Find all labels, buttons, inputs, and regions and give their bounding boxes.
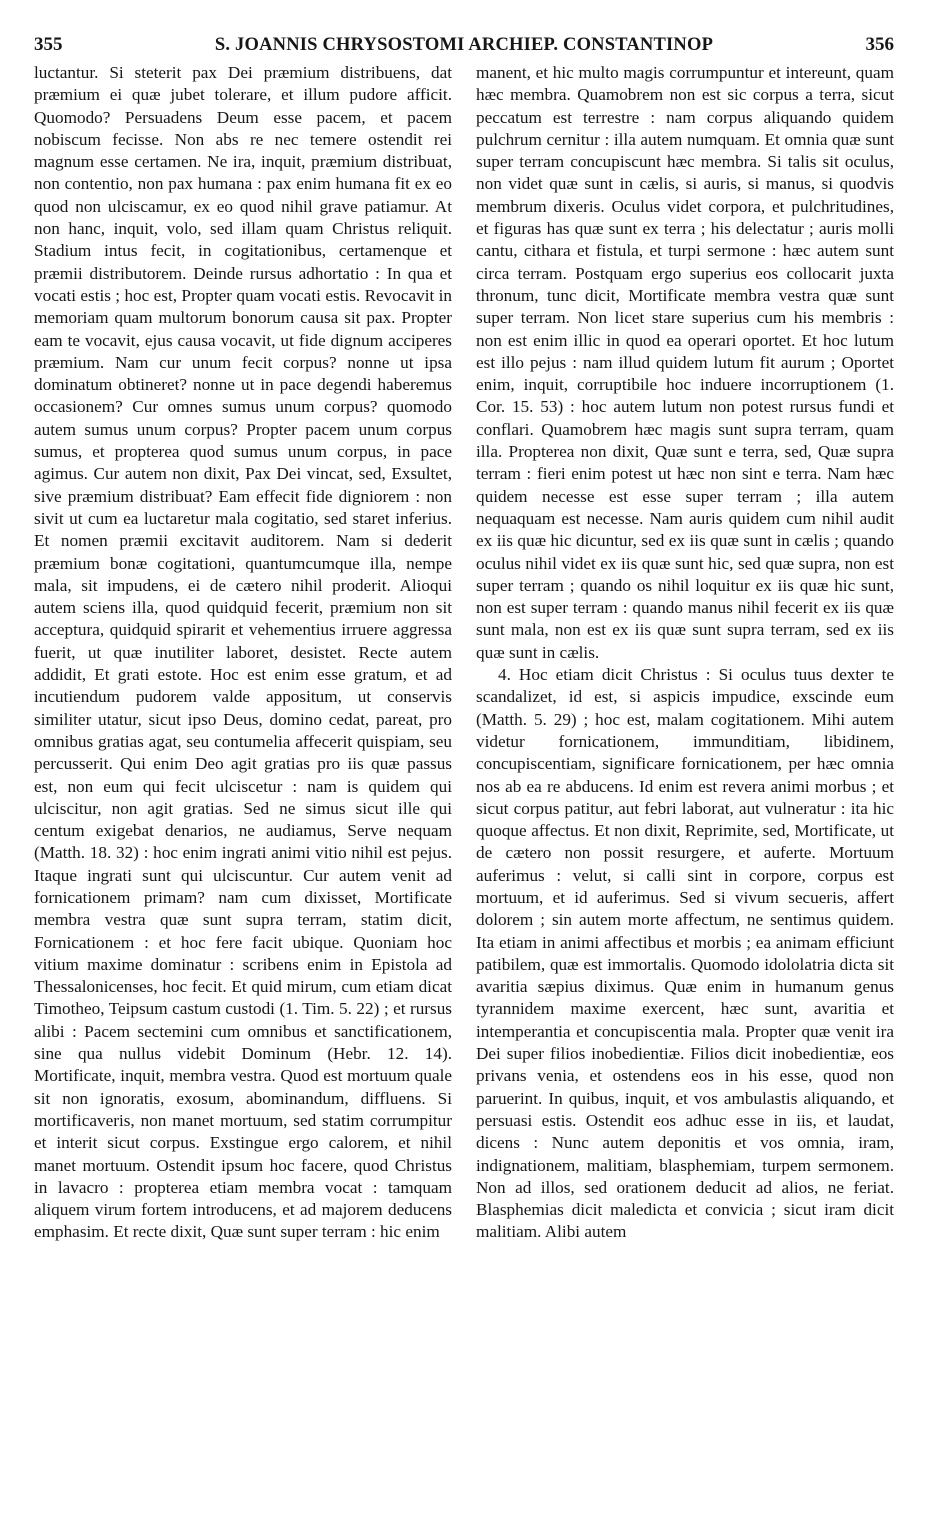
page-header — [34, 34, 894, 64]
right-column — [476, 62, 894, 1532]
page-number-right: 356 — [865, 34, 894, 55]
running-title: S. JOANNIS CHRYSOSTOMI ARCHIEP. CONSTANTINOP — [214, 35, 714, 55]
page-number-left: 355 — [34, 34, 63, 55]
right-paragraph-1: manent, et hic multo magis corrumpuntur et intereunt, quam hæc membra. Quamobrem non est sic corpus a terra, sicut peccatum est terrestre : nam corpus aliquando quidem pulchrum cernitur : illa autem numquam. Et omnia quæ sunt super terram concupiscunt hæc membra. Si talis sit oculus, non videt quæ sunt in cælis, si auris, si manus, si quodvis membrum dixeris. Oculus videt corpora, et pulchritudines, et figuras has quæ sunt ex terra ; his delectatur ; auris molli cantu, cithara et fistula, et turpi sermone : hæc autem sunt circa terram. Postquam ergo superius eos collocarit juxta thronum, tunc dicit, Mortificate membra vestra quæ sunt super terram. Non licet stare superius cum his membris : non est enim illic in quod ea operari oportet. Et hoc lutum est illo pejus : nam illud quidem lutum fit aurum ; Oportet enim, inquit, corruptibile hoc induere incorruptionem (1. Cor. 15. 53) : hoc autem lutum non potest rursus fundi et conflari. Quamobrem hæc magis sunt supra terram, quam illa. Propterea non dixit, Quæ sunt e terra, sed, Quæ supra terram : fieri enim potest ut hæc non sint e terra. Nam hæc quidem necesse est esse super terram ; illa autem nequaquam est necesse. Nam auris quidem cum nihil audit ex iis quæ hic dicuntur, sed ex iis quæ sunt in cælis ; quando oculus nihil videt ex iis quæ sunt hic, sed quæ supra, non est super terram ; quando os nihil loquitur ex iis quæ hic sunt, non est super terram : quando manus nihil fecerit ex iis quæ sunt mala, non est ex iis quæ sunt supra terram, sed ex iis quæ sunt in cælis. — [476, 63, 894, 662]
right-paragraph-2: 4. Hoc etiam dicit Christus : Si oculus tuus dexter te scandalizet, id est, si aspicis impudice, exscinde eum (Matth. 5. 29) ; hoc est, malam cogitationem. Mihi autem videtur fornicationem, immunditiam, libidinem, concupiscentiam, significare fornicationem, per hæc omnia nos ab ea re abducens. Id enim est revera animi morbus ; et sicut corpus patitur, aut febri laborat, aut vulneratur : ita hic quoque affectus. Et non dixit, Reprimite, sed, Mortificate, ut de cætero non possit resurgere, et auferte. Mortuum auferimus : velut, si calli sint in corpore, corpus est mortuum, et id auferimus. Sed si vivum secueris, affert dolorem ; sin autem morte affectum, ne sentimus quidem. Ita etiam in animi affectibus et morbis ; ea animam efficiunt patibilem, quæ est immortalis. Quomodo idololatria dicta sit avaritia sæpius diximus. Quæ enim in humanum genus tyrannidem maxime exercent, hæc sunt, avaritia et intemperantia et concupiscentia mala. Propter quæ venit ira Dei super filios inobedientiæ. Filios dicit inobedientiæ, eos privans venia, et ostendens eos in his esse, quod non paruerint. In quibus, inquit, et vos ambulastis aliquando, et persuasi estis. Ostendit eos adhuc esse in iis, et laudat, dicens : Nunc autem deponitis et vos omnia, iram, indignationem, malitiam, blasphemiam, turpem sermonem. Non ad illos, sed orationem deducit ad alios, ne feriat. Blasphemias dicit maledicta et convicia ; sicut iram dicit malitiam. Alibi autem — [476, 665, 894, 1242]
left-column — [34, 62, 452, 1532]
left-paragraph-1: luctantur. Si steterit pax Dei præmium distribuens, dat præmium ei quæ jubet tolerare, et illum pudore afficit. Quomodo? Persuadens Deum esse pacem, et pacem nobiscum fecisse. Non abs re nec temere ostendit rei magnum esse certamen. Ne ira, inquit, præmium distribuat, non contentio, non pax humana : pax enim humana fit ex eo quod non ulciscamur, ex eo quod nihil grave patiamur. At non hanc, inquit, volo, sed illam quam Christus reliquit. Stadium intus fecit, in cogitationibus, certamenque et præmii distributorem. Deinde rursus adhortatio : In qua et vocati estis ; hoc est, Propter quam vocati estis. Revocavit in memoriam quam multorum bonorum causa sit pax. Propter eam te vocavit, ejus causa vocavit, ut fide dignum acciperes præmium. Nam cur unum fecit corpus? nonne ut ipsa dominatum obtineret? nonne ut in pace degendi haberemus occasionem? Cur omnes sumus unum corpus? quomodo autem sumus unum corpus? Propter pacem unum corpus sumus, et propterea quod sumus unum corpus, in pace agimus. Cur autem non dixit, Pax Dei vincat, sed, Exsultet, sive præmium distribuat? Eam effecit fide digniorem : non sivit ut cum ea luctaretur mala cogitatio, sed staret inferius. Et nomen præmii excitavit auditorem. Nam si dederit præmium bonæ cogitationi, quantumcumque illa, nempe mala, sit impudens, ei de cætero nihil proderit. Alioqui autem sciens illa, quod quidquid fecerit, præmium non sit acceptura, quidquid spirarit et vehementius irruere aggressa fuerit, ut quæ inutiliter laboret, desistet. Recte autem addidit, Et grati estote. Hoc est enim esse gratum, et ad incutiendum pudorem valde appositum, ut conservis similiter utatur, sicut ipso Deus, domino cedat, pareat, pro omnibus gratias agat, seu contumelia affecerit quispiam, seu percusserit. Qui enim Deo agit gratias pro iis quæ passus est, non eum qui fecit ulciscetur : nam is quidem qui ulciscitur, non agit gratias. Sed ne simus sicut ille qui centum exigebat denarios, ne audiamus, Serve nequam (Matth. 18. 32) : hoc enim ingrati animi vitio nihil est pejus. Itaque ingrati sunt qui ulciscuntur. Cur autem venit ad fornicationem primam? nam cum dixisset, Mortificate membra vestra quæ sunt supra terram, statim dicit, Fornicationem : et hoc fere facit ubique. Quoniam hoc vitium maxime dominatur : scribens enim in Epistola ad Thessalonicenses, hoc fecit. Et quid mirum, cum etiam dicat Timotheo, Teipsum castum custodi (1. Tim. 5. 22) ; et rursus alibi : Pacem sectemini cum omnibus et sanctificationem, sine qua nullus videbit Dominum (Hebr. 12. 14). Mortificate, inquit, membra vestra. Quod est mortuum quale sit non ignoratis, exosum, abominandum, diffluens. Si mortificaveris, non manet mortuum, sed statim corrumpitur et interit sicut corpus. Exstingue ergo calorem, et nihil manet mortuum. Ostendit ipsum hoc facere, quod Christus in lavacro : propterea etiam membra vocat : tamquam aliquem virum fortem introducens, et ad majorem deducens emphasim. Et recte dixit, Quæ sunt super terram : hic enim — [34, 63, 452, 1242]
